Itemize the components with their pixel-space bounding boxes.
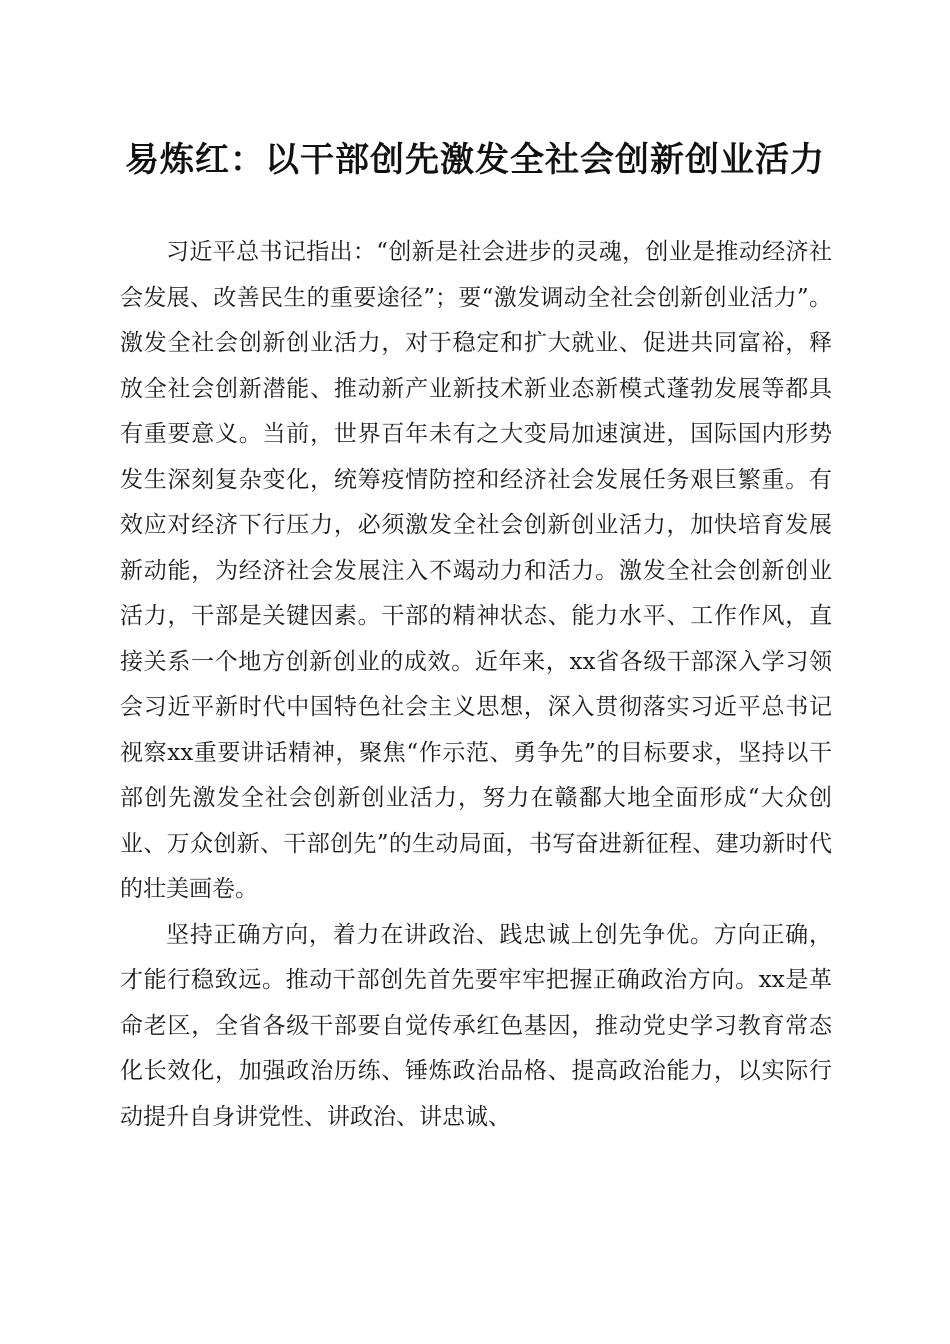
paragraph-1: 习近平总书记指出：“创新是社会进步的灵魂，创业是推动经济社会发展、改善民生的重要途径”；要“激发调动全社会创新创业活力”。激发全社会创新创业活力，对于稳定和扩大就业、促进共同富裕，释放全社会创新潜能、推动新产业新技术新业态新模式蓬勃发展等都具有重要意义。当前，世界百年未有之大变局加速演进，国际国内形势发生深刻复杂变化，统筹疫情防控和经济社会发展任务艰巨繁重。有效应对经济下行压力，必须激发全社会创新创业活力，加快培育发展新动能，为经济社会发展注入不竭动力和活力。激发全社会创新创业活力，干部是关键因素。干部的精神状态、能力水平、工作作风，直接关系一个地方创新创业的成效。近年来，xx省各级干部深入学习领会习近平新时代中国特色社会主义思想，深入贯彻落实习近平总书记视察xx重要讲话精神，聚焦“作示范、勇争先”的目标要求，坚持以干部创先激发全社会创新创业活力，努力在赣鄱大地全面形成“大众创业、万众创新、干部创先”的生动局面，书写奋进新征程、建功新时代的壮美画卷。 [120,239,832,902]
paragraph-2: 坚持正确方向，着力在讲政治、践忠诚上创先争优。方向正确，才能行稳致远。推动干部创先首先要牢牢把握正确政治方向。xx是革命老区，全省各级干部要自觉传承红色基因，推动党史学习教育常态化长效化，加强政治历练、锤炼政治品格、提高政治能力，以实际行动提升自身讲党性、讲政治、讲忠诚、 [120,921,832,1130]
article-body [120,230,832,1140]
article-title: 易炼红：以干部创先激发全社会创新创业活力 [125,140,825,180]
